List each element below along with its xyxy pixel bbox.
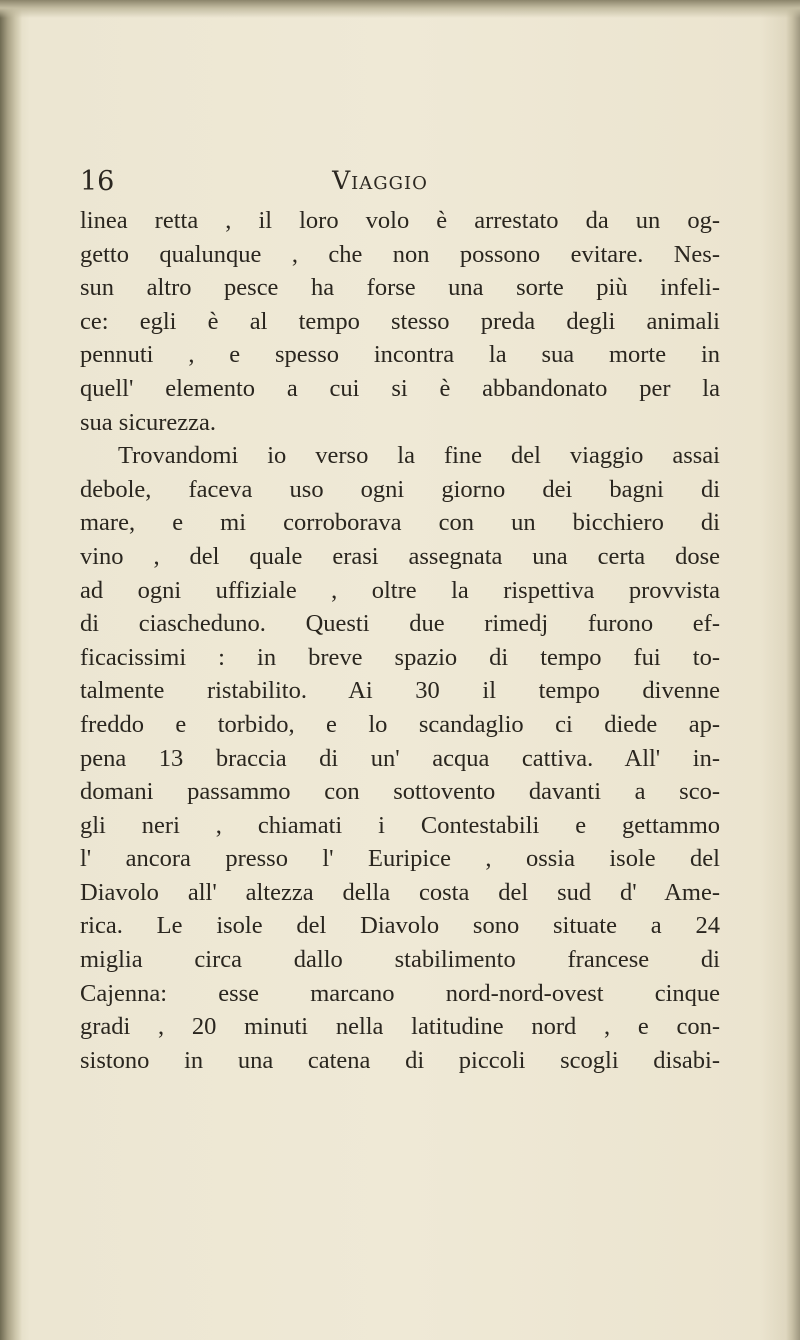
text-line: gradi , 20 minuti nella latitudine nord , e con-: [80, 1013, 720, 1041]
text-line: Cajenna: esse marcano nord-nord-ovest cinque: [80, 979, 720, 1007]
text-line: talmente ristabilito. Ai 30 il tempo divenne: [80, 677, 720, 705]
text-line: di ciascheduno. Questi due rimedj furono ef-: [80, 610, 720, 638]
page-number: 16: [80, 166, 115, 197]
text-line: pennuti , e spesso incontra la sua morte in: [80, 341, 720, 369]
text-line: miglia circa dallo stabilimento francese di: [80, 946, 720, 974]
text-line: vino , del quale erasi assegnata una certa dose: [80, 542, 720, 570]
text-line: sistono in una catena di piccoli scogli disabi-: [80, 1046, 720, 1074]
running-head: Viaggio: [332, 166, 428, 195]
page-top-shadow: [0, 0, 800, 18]
text-line: sun altro pesce ha forse una sorte più infeli-: [80, 274, 720, 302]
text-line: sua sicurezza.: [80, 408, 217, 436]
text-line: ce: egli è al tempo stesso preda degli animali: [80, 307, 720, 335]
text-line: pena 13 braccia di un' acqua cattiva. All' in-: [80, 744, 720, 772]
text-line: Trovandomi io verso la fine del viaggio assai: [118, 442, 720, 470]
text-line: quell' elemento a cui si è abbandonato per la: [80, 374, 720, 402]
text-line: linea retta , il loro volo è arrestato da un og-: [80, 207, 720, 234]
text-line: ad ogni uffiziale , oltre la rispettiva provvista: [80, 576, 720, 604]
text-line: freddo e torbido, e lo scandaglio ci diede ap-: [80, 710, 720, 738]
text-line: rica. Le isole del Diavolo sono situate a 24: [80, 912, 720, 940]
text-line: domani passammo con sottovento davanti a sco-: [80, 778, 720, 806]
body-text: [80, 204, 720, 1077]
text-line: ficacissimi : in breve spazio di tempo fui to-: [80, 643, 720, 671]
text-line: gli neri , chiamati i Contestabili e gettammo: [80, 811, 720, 839]
page-header: [80, 166, 720, 206]
page-binding-shadow: [0, 0, 22, 1340]
text-line: debole, faceva uso ogni giorno dei bagni di: [80, 475, 720, 503]
text-line: mare, e mi corroborava con un bicchiero di: [80, 509, 720, 537]
text-line: Diavolo all' altezza della costa del sud d' Ame-: [80, 878, 720, 906]
page-edge-shadow: [786, 0, 800, 1340]
text-line: l' ancora presso l' Euripice , ossia isole del: [80, 845, 720, 873]
text-line: getto qualunque , che non possono evitare. Nes-: [80, 240, 720, 268]
